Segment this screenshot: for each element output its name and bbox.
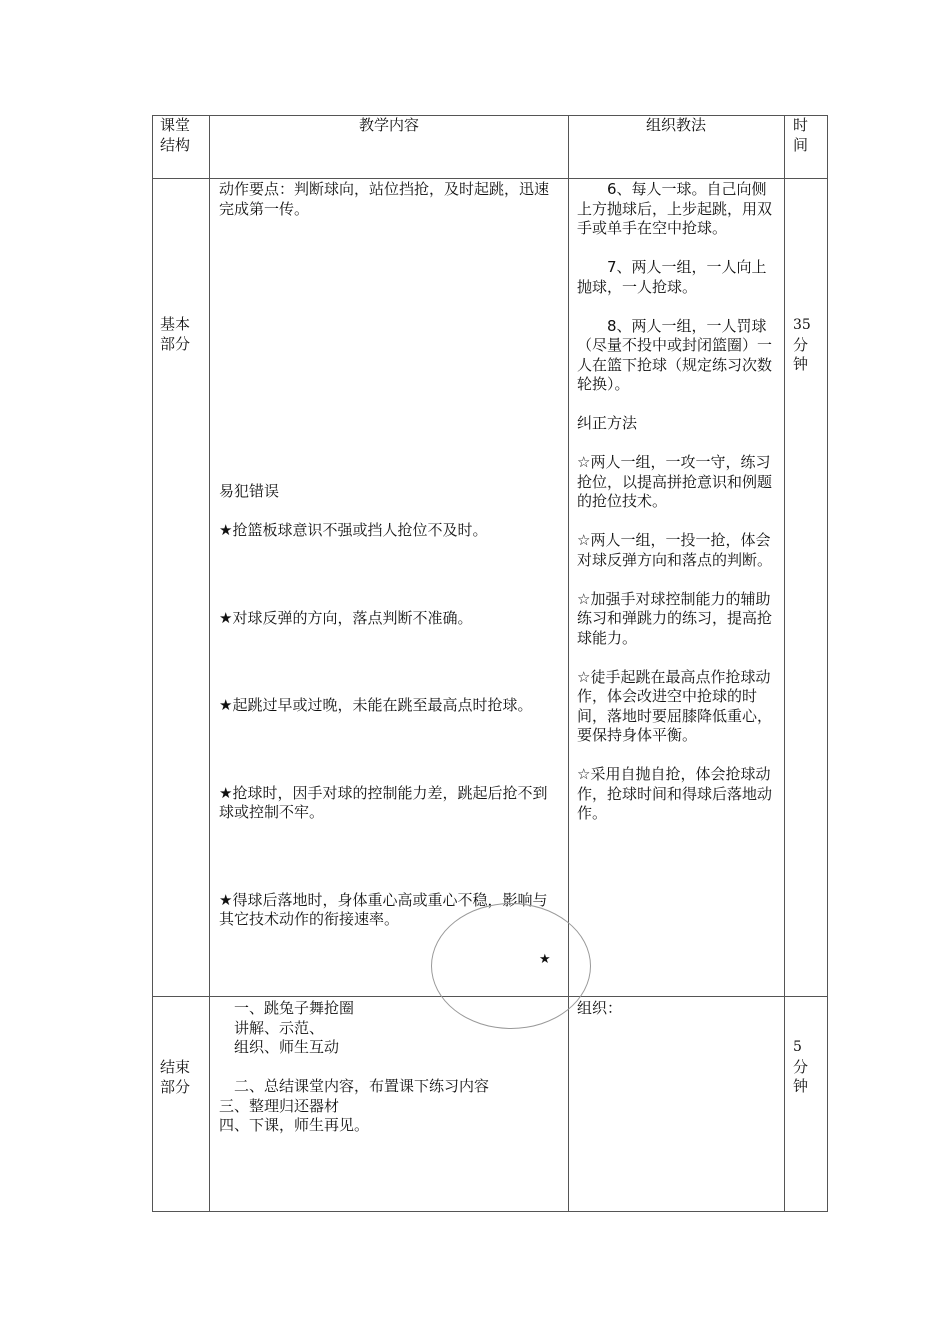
header-organization-method: 组织教法 xyxy=(645,116,706,134)
errors-title: 易犯错误 xyxy=(219,482,280,500)
error-item: ★得球后落地时，身体重心高或重心不稳，影响与其它技术动作的衔接速率。 xyxy=(219,890,548,928)
error-item: ★抢球时，因手对球的控制能力差，跳起后抢不到球或控制不牢。 xyxy=(219,783,548,821)
correction-item: ☆采用自抛自抢，体会抢球动作，抢球时间和得球后落地动作。 xyxy=(577,765,773,822)
table-border-bottom xyxy=(152,1211,828,1212)
ending-time-minutes: 5 xyxy=(793,1039,802,1055)
error-item: ★起跳过早或过晚，未能在跳至最高点时抢球。 xyxy=(219,696,533,714)
basic-time xyxy=(793,316,825,375)
organization-label: 组织： xyxy=(577,999,623,1017)
ending-line: 二、总结课堂内容，布置课下练习内容 xyxy=(219,1077,490,1095)
correction-title: 纠正方法 xyxy=(577,414,638,432)
header-teaching-content: 教学内容 xyxy=(358,116,419,134)
row-divider xyxy=(152,178,828,179)
header-time: 时 间 xyxy=(793,116,809,154)
correction-item: ☆徒手起跳在最高点作抢球动作，体会改进空中抢球的时间，落地时要屈膝降低重心，要保持身体平衡。 xyxy=(577,667,773,744)
key-points: 动作要点：判断球向，站位挡抢，及时起跳，迅速完成第一传。 xyxy=(219,180,550,218)
table-border-left xyxy=(152,115,153,1212)
ending-line: 讲解、示范、 xyxy=(219,1018,325,1037)
error-item: ★对球反弹的方向，落点判断不准确。 xyxy=(219,608,473,627)
teacher-position-star-icon: ★ xyxy=(539,952,551,967)
basic-organization-method xyxy=(577,180,779,824)
ending-line: 三、整理归还器材 xyxy=(219,1096,340,1115)
column-divider xyxy=(209,115,210,1212)
section-ending-label: 结束 部分 xyxy=(160,1058,191,1096)
header-structure: 课堂 结构 xyxy=(160,116,191,154)
correction-item: ☆两人一组，一攻一守，练习抢位，以提高拼抢意识和例题的抢位技术。 xyxy=(577,453,773,510)
column-divider xyxy=(784,115,785,1212)
method-item: 7、两人一组，一人向上抛球，一人抢球。 xyxy=(577,258,767,296)
ending-line: 四、下课，师生再见。 xyxy=(219,1116,370,1134)
correction-item: ☆加强手对球控制能力的辅助练习和弹跳力的练习，提高抢球能力。 xyxy=(577,589,773,647)
basic-time-minutes: 35 xyxy=(793,317,811,333)
formation-circle-diagram xyxy=(431,903,591,1029)
method-item: 8、两人一组，一人罚球（尽量不投中或封闭篮圈）一人在篮下抢球（规定练习次数轮换）。 xyxy=(577,316,773,393)
method-item: 6、每人一球。自己向侧上方抛球后，上步起跳，用双手或单手在空中抢球。 xyxy=(577,180,773,237)
table-border-right xyxy=(827,115,828,1212)
ending-line: 组织、师生互动 xyxy=(219,1038,340,1056)
basic-teaching-content xyxy=(219,180,559,930)
ending-time-unit: 分 钟 xyxy=(793,1057,809,1095)
ending-time xyxy=(793,1038,825,1097)
error-item: ★抢篮板球意识不强或挡人抢位不及时。 xyxy=(219,521,488,539)
ending-line: 一、跳兔子舞抢圈 xyxy=(219,999,355,1017)
basic-time-unit: 分 钟 xyxy=(793,335,809,373)
column-divider xyxy=(568,115,569,1212)
section-basic-label: 基本 部分 xyxy=(160,315,191,353)
correction-item: ☆两人一组，一投一抢，体会对球反弹方向和落点的判断。 xyxy=(577,531,773,569)
